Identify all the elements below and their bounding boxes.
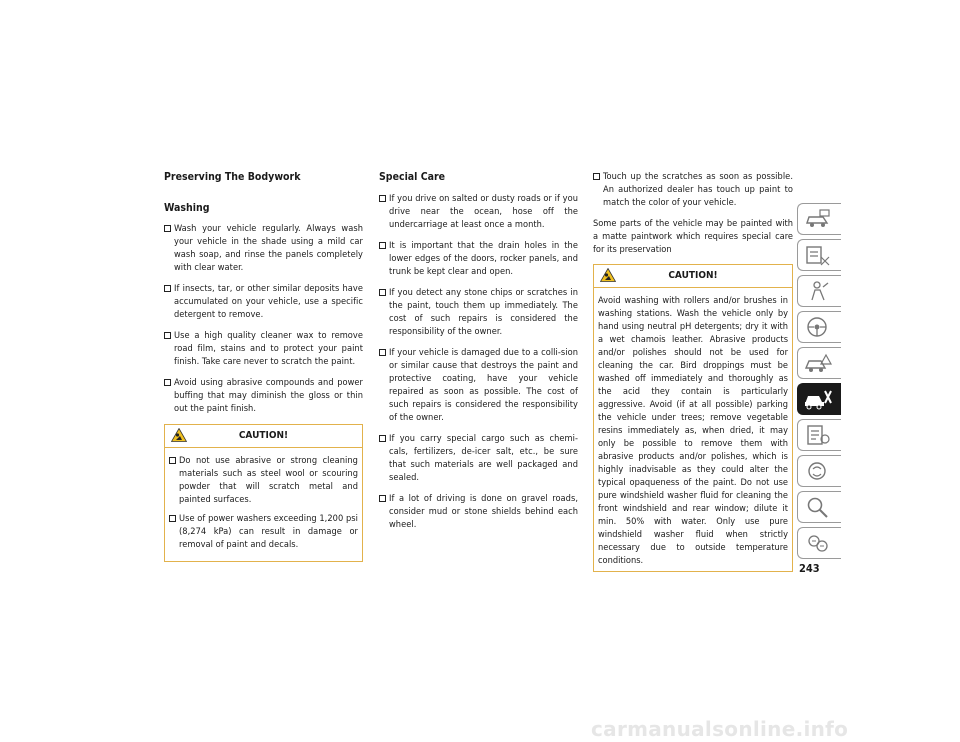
watermark: carmanualsonline.info bbox=[591, 717, 849, 741]
section-title-preserving-bodywork: Preserving The Bodywork bbox=[164, 171, 301, 183]
technical-specs-icon bbox=[803, 423, 833, 447]
customer-assistance-icon bbox=[803, 459, 833, 483]
caution-warning-icon bbox=[600, 268, 616, 282]
chapter-tab-multilingual[interactable] bbox=[797, 527, 841, 559]
servicing-maintenance-icon bbox=[803, 387, 833, 411]
washing-bullet-list bbox=[164, 222, 363, 415]
subsection-title-washing: Washing bbox=[164, 202, 210, 214]
list-item: Use a high quality cleaner wax to remove road film, stains and to protect your paint finish. Take care never to scratch the paint. bbox=[164, 329, 363, 368]
caution-box-washing bbox=[164, 424, 363, 562]
column-1 bbox=[164, 170, 363, 562]
chapter-tab-starting-driving[interactable] bbox=[797, 275, 841, 307]
list-item: If you detect any stone chips or scratches in the paint, touch them up immediately. The cost of such repairs is considered the responsibility of the owner. bbox=[379, 286, 578, 338]
list-item: If you carry special cargo such as chemi-cals, fertilizers, de-icer salt, etc., be sure that such materials are well packaged and sealed. bbox=[379, 432, 578, 484]
chapter-tab-technical-specs[interactable] bbox=[797, 419, 841, 451]
list-item: Use of power washers exceeding 1,200 psi (8,274 kPa) can result in damage or removal of paint and decals. bbox=[169, 512, 358, 551]
section-title-special-care: Special Care bbox=[379, 171, 446, 183]
page-number: 243 bbox=[799, 562, 820, 575]
list-item: If a lot of driving is done on gravel roads, consider mud or stone shields behind each wheel. bbox=[379, 492, 578, 531]
list-item: If you drive on salted or dusty roads or if you drive near the ocean, hose off the undercarriage at least once a month. bbox=[379, 192, 578, 231]
chapter-tab-safety[interactable] bbox=[797, 239, 841, 271]
caution-header bbox=[594, 265, 792, 288]
list-item: If your vehicle is damaged due to a colli-sion or similar cause that destroys the paint and protective coating, have your vehicle repaired as soon as possible. The cost of such repairs is considered the responsibility of the owner. bbox=[379, 346, 578, 424]
matte-paint-paragraph: Some parts of the vehicle may be painted with a matte paintwork which requires special care for its preservation bbox=[593, 218, 793, 255]
caution-header bbox=[165, 425, 362, 448]
list-item: Do not use abrasive or strong cleaning materials such as steel wool or scouring powder that will scratch metal and painted surfaces. bbox=[169, 454, 358, 506]
caution-warning-icon bbox=[171, 428, 187, 442]
list-item: Avoid using abrasive compounds and power buffing that may diminish the gloss or thin out the paint finish. bbox=[164, 376, 363, 415]
chapter-tab-servicing-maintenance[interactable] bbox=[797, 383, 841, 415]
list-item: If insects, tar, or other similar deposits have accumulated on your vehicle, use a specific detergent to remove. bbox=[164, 282, 363, 321]
list-item: It is important that the drain holes in the lower edges of the doors, rocker panels, and trunk be kept clear and open. bbox=[379, 239, 578, 278]
chapter-tab-customer-assistance[interactable] bbox=[797, 455, 841, 487]
list-item: Wash your vehicle regularly. Always wash your vehicle in the shade using a mild car wash soap, and rinse the panels completely with clear water. bbox=[164, 222, 363, 274]
caution-title: CAUTION! bbox=[238, 430, 289, 441]
caution-box-matte-paint bbox=[593, 264, 793, 572]
emergency-icon bbox=[803, 351, 833, 375]
safety-icon bbox=[803, 243, 833, 267]
list-item: Touch up the scratches as soon as possible. An authorized dealer has touch up paint to match the color of your vehicle. bbox=[593, 170, 793, 209]
starting-driving-icon bbox=[803, 279, 833, 303]
column-3 bbox=[593, 170, 793, 572]
caution-bullet-list bbox=[169, 454, 358, 551]
chapter-tab-multimedia[interactable] bbox=[797, 311, 841, 343]
touch-up-bullet-list bbox=[593, 170, 793, 209]
caution-title: CAUTION! bbox=[668, 270, 718, 281]
vehicle-info-icon bbox=[803, 207, 833, 231]
index-search-icon bbox=[803, 495, 833, 519]
special-care-bullet-list bbox=[379, 192, 578, 531]
chapter-tab-vehicle-info[interactable] bbox=[797, 203, 841, 235]
chapter-tabs bbox=[797, 203, 845, 563]
chapter-tab-emergency[interactable] bbox=[797, 347, 841, 379]
column-2 bbox=[379, 170, 578, 539]
chapter-tab-index[interactable] bbox=[797, 491, 841, 523]
caution-text: Avoid washing with rollers and/or brushes in washing stations. Wash the vehicle only by hand using neutral pH detergents; dry it with a wet chamois leather. Abrasive products and/or polishes should not be used for cleaning the car. Bird droppings must be washed off immediately and thoroughly as the acid they contain is particularly aggressive. Avoid (if at all possible) parking the vehicle under trees; remove vegetable resins immediately as, when dried, it may only be possible to remove them with abrasive products and/or polishes, which is highly inadvisable as they could alter the typical opaqueness of the paint. Do not use pure windshield washer fluid for cleaning the front windshield and rear window; dilute it min. 50% with water. Only use pure windshield washer fluid when strictly necessary due to outside temperature conditions. bbox=[598, 295, 788, 566]
multilingual-icon bbox=[803, 531, 833, 555]
multimedia-icon bbox=[803, 315, 833, 339]
